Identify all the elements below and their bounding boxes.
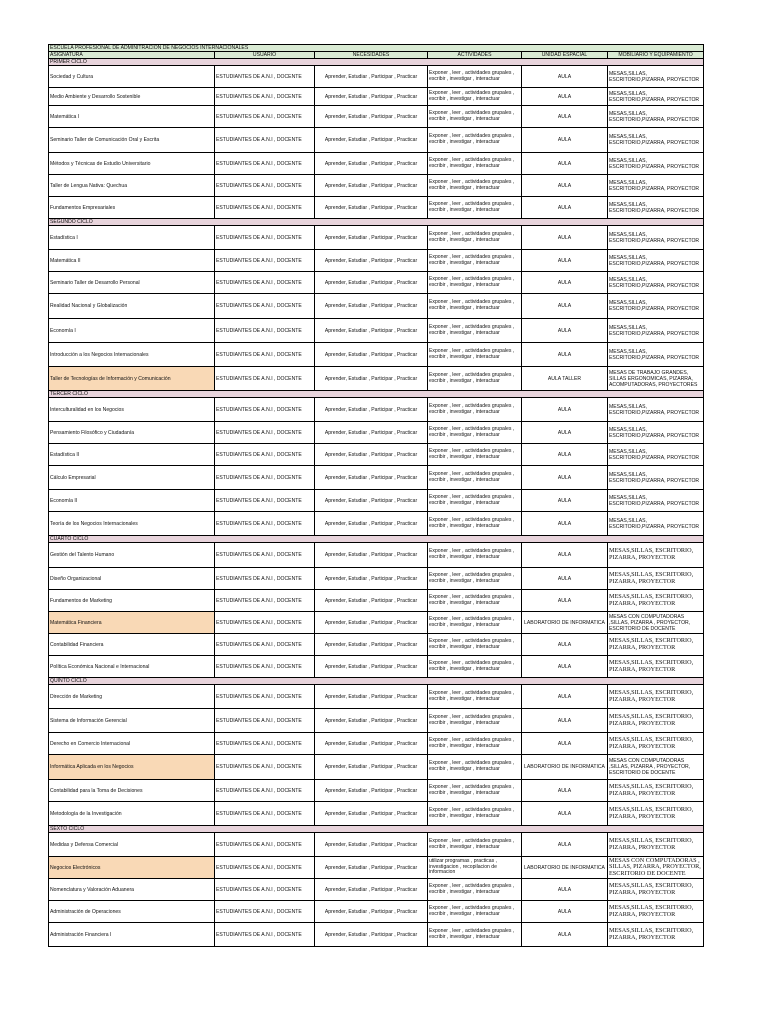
actividades-cell: Exponer , leer , actividades grupales , escribir , investigar , interactuar <box>428 272 522 294</box>
asignatura-cell: Fundamentos de Marketing <box>49 590 215 612</box>
necesidades-cell: Aprender, Estudiar , Participar , Practicar <box>315 422 428 444</box>
asignatura-cell: Dirección de Marketing <box>49 685 215 709</box>
asignatura-cell: Taller de Tecnologías de Información y Comunicación <box>49 367 215 391</box>
necesidades-cell: Aprender, Estudiar , Participar , Practicar <box>315 879 428 901</box>
table-row <box>49 490 704 512</box>
necesidades-cell: Aprender, Estudiar , Participar , Practicar <box>315 685 428 709</box>
unidad-espacial-cell: LABORATORIO DE INFORMATICA <box>522 857 608 879</box>
table-row <box>49 656 704 678</box>
actividades-cell: Exponer , leer , actividades grupales , escribir , investigar , interactuar <box>428 466 522 490</box>
table-row <box>49 755 704 780</box>
mobiliario-cell: MESAS CON COMPUTADORAS ,SILLAS, PIZARRA , PROYECTOR, ESCRITORIO DE DOCENTE <box>608 612 704 634</box>
asignatura-cell: Realidad Nacional y Globalización <box>49 294 215 319</box>
asignatura-cell: Estadística I <box>49 226 215 250</box>
table-row <box>49 833 704 857</box>
asignatura-cell: Teoría de los Negocios Internacionales <box>49 512 215 536</box>
asignatura-cell: Taller de Lengua Nativa: Quechua <box>49 175 215 197</box>
mobiliario-cell: MESAS,SILLAS, ESCRITORIO,PIZARRA, PROYECTOR <box>608 512 704 536</box>
mobiliario-cell: MESAS CON COMPUTADORAS , SILLAS, PIZARRA, PROYECTOR, ESCRITORIO DE DOCENTE <box>608 857 704 879</box>
mobiliario-cell: MESAS,SILLAS, ESCRITORIO,PIZARRA, PROYECTOR <box>608 197 704 219</box>
asignatura-cell: Medidas y Defensa Comercial <box>49 833 215 857</box>
table-row <box>49 128 704 153</box>
table-row <box>49 879 704 901</box>
usuario-cell: ESTUDIANTES DE A.N.I , DOCENTE <box>215 294 315 319</box>
asignatura-cell: Economía I <box>49 319 215 343</box>
necesidades-cell: Aprender, Estudiar , Participar , Practicar <box>315 857 428 879</box>
table-row <box>49 733 704 755</box>
mobiliario-cell: MESAS,SILLAS, ESCRITORIO,PIZARRA, PROYECTOR <box>608 444 704 466</box>
mobiliario-cell: MESAS,SILLAS, ESCRITORIO,PIZARRA, PROYECTOR <box>608 226 704 250</box>
actividades-cell: Exponer , leer , actividades grupales , escribir , investigar , interactuar <box>428 153 522 175</box>
unidad-espacial-cell: AULA <box>522 802 608 826</box>
mobiliario-cell: MESAS,SILLAS, ESCRITORIO, PIZARRA, PROYECTOR <box>608 833 704 857</box>
unidad-espacial-cell: AULA <box>522 833 608 857</box>
mobiliario-cell: MESAS,SILLAS, ESCRITORIO, PIZARRA, PROYECTOR <box>608 901 704 923</box>
necesidades-cell: Aprender, Estudiar , Participar , Practicar <box>315 153 428 175</box>
mobiliario-cell: MESAS,SILLAS, ESCRITORIO,PIZARRA, PROYECTOR <box>608 319 704 343</box>
unidad-espacial-cell: AULA <box>522 343 608 367</box>
actividades-cell: Exponer , leer , actividades grupales , escribir , investigar , interactuar <box>428 422 522 444</box>
necesidades-cell: Aprender, Estudiar , Participar , Practicar <box>315 319 428 343</box>
asignatura-cell: Nomenclatura y Valoración Aduanera <box>49 879 215 901</box>
necesidades-cell: Aprender, Estudiar , Participar , Practicar <box>315 590 428 612</box>
requirements-table <box>48 44 704 947</box>
mobiliario-cell: MESAS,SILLAS, ESCRITORIO,PIZARRA, PROYECTOR <box>608 106 704 128</box>
necesidades-cell: Aprender, Estudiar , Participar , Practicar <box>315 128 428 153</box>
unidad-espacial-cell: AULA <box>522 197 608 219</box>
usuario-cell: ESTUDIANTES DE A.N.I , DOCENTE <box>215 175 315 197</box>
necesidades-cell: Aprender, Estudiar , Participar , Practicar <box>315 88 428 106</box>
table-row <box>49 343 704 367</box>
cycle-row <box>49 59 704 66</box>
mobiliario-cell: MESAS,SILLAS, ESCRITORIO, PIZARRA, PROYECTOR <box>608 568 704 590</box>
necesidades-cell: Aprender, Estudiar , Participar , Practicar <box>315 568 428 590</box>
asignatura-cell: Seminario Taller de Desarrollo Personal <box>49 272 215 294</box>
table-row <box>49 153 704 175</box>
usuario-cell: ESTUDIANTES DE A.N.I , DOCENTE <box>215 590 315 612</box>
asignatura-cell: Derecho en Comercio Internacional <box>49 733 215 755</box>
table-row <box>49 444 704 466</box>
necesidades-cell: Aprender, Estudiar , Participar , Practicar <box>315 250 428 272</box>
cycle-row <box>49 678 704 685</box>
mobiliario-cell: MESAS,SILLAS, ESCRITORIO, PIZARRA, PROYECTOR <box>608 923 704 947</box>
unidad-espacial-cell: AULA <box>522 128 608 153</box>
mobiliario-cell: MESAS,SILLAS, ESCRITORIO, PIZARRA, PROYECTOR <box>608 709 704 733</box>
unidad-espacial-cell: AULA <box>522 398 608 422</box>
unidad-espacial-cell: AULA <box>522 923 608 947</box>
table-row <box>49 175 704 197</box>
actividades-cell: Exponer , leer , actividades grupales , escribir , investigar , interactuar <box>428 901 522 923</box>
mobiliario-cell: MESAS,SILLAS, ESCRITORIO, PIZARRA, PROYECTOR <box>608 733 704 755</box>
table-row <box>49 568 704 590</box>
asignatura-cell: Matemática II <box>49 250 215 272</box>
unidad-espacial-cell: AULA <box>522 634 608 656</box>
table-row <box>49 901 704 923</box>
cycle-title: QUINTO CICLO <box>49 678 704 685</box>
necesidades-cell: Aprender, Estudiar , Participar , Practicar <box>315 733 428 755</box>
actividades-cell: Exponer , leer , actividades grupales , escribir , investigar , interactuar <box>428 634 522 656</box>
usuario-cell: ESTUDIANTES DE A.N.I , DOCENTE <box>215 319 315 343</box>
mobiliario-cell: MESAS,SILLAS, ESCRITORIO,PIZARRA, PROYECTOR <box>608 250 704 272</box>
actividades-cell: Exponer , leer , actividades grupales , escribir , investigar , interactuar <box>428 367 522 391</box>
asignatura-cell: Introducción a los Negocios Internacionales <box>49 343 215 367</box>
asignatura-cell: Administración Financiera I <box>49 923 215 947</box>
actividades-cell: Exponer , leer , actividades grupales , escribir , investigar , interactuar <box>428 833 522 857</box>
table-row <box>49 709 704 733</box>
unidad-espacial-cell: AULA <box>522 490 608 512</box>
actividades-cell: Exponer , leer , actividades grupales , escribir , investigar , interactuar <box>428 802 522 826</box>
unidad-espacial-cell: AULA <box>522 466 608 490</box>
table-row <box>49 780 704 802</box>
usuario-cell: ESTUDIANTES DE A.N.I , DOCENTE <box>215 250 315 272</box>
asignatura-cell: Sistema de Información Gerencial <box>49 709 215 733</box>
mobiliario-cell: MESAS,SILLAS, ESCRITORIO,PIZARRA, PROYECTOR <box>608 272 704 294</box>
actividades-cell: Exponer , leer , actividades grupales , escribir , investigar , interactuar <box>428 294 522 319</box>
necesidades-cell: Aprender, Estudiar , Participar , Practicar <box>315 656 428 678</box>
unidad-espacial-cell: AULA <box>522 272 608 294</box>
necesidades-cell: Aprender, Estudiar , Participar , Practicar <box>315 175 428 197</box>
mobiliario-cell: MESAS,SILLAS, ESCRITORIO, PIZARRA, PROYECTOR <box>608 685 704 709</box>
actividades-cell: Exponer , leer , actividades grupales , escribir , investigar , interactuar <box>428 568 522 590</box>
actividades-cell: Exponer , leer , actividades grupales , escribir , investigar , interactuar <box>428 685 522 709</box>
usuario-cell: ESTUDIANTES DE A.N.I , DOCENTE <box>215 343 315 367</box>
unidad-espacial-cell: AULA <box>522 66 608 88</box>
asignatura-cell: Política Económica Nacional e Internacional <box>49 656 215 678</box>
cycle-row <box>49 391 704 398</box>
usuario-cell: ESTUDIANTES DE A.N.I , DOCENTE <box>215 66 315 88</box>
usuario-cell: ESTUDIANTES DE A.N.I , DOCENTE <box>215 685 315 709</box>
table-row <box>49 923 704 947</box>
unidad-espacial-cell: AULA <box>522 106 608 128</box>
usuario-cell: ESTUDIANTES DE A.N.I , DOCENTE <box>215 802 315 826</box>
mobiliario-cell: MESAS,SILLAS, ESCRITORIO, PIZARRA, PROYECTOR <box>608 656 704 678</box>
necesidades-cell: Aprender, Estudiar , Participar , Practicar <box>315 106 428 128</box>
asignatura-cell: Metodología de la Investigación <box>49 802 215 826</box>
unidad-espacial-cell: AULA <box>522 901 608 923</box>
actividades-cell: Exponer , leer , actividades grupales , escribir , investigar , interactuar <box>428 343 522 367</box>
unidad-espacial-cell: AULA TALLER <box>522 367 608 391</box>
asignatura-cell: Pensamiento Filosófico y Ciudadanía <box>49 422 215 444</box>
unidad-espacial-cell: AULA <box>522 590 608 612</box>
usuario-cell: ESTUDIANTES DE A.N.I , DOCENTE <box>215 444 315 466</box>
unidad-espacial-cell: AULA <box>522 250 608 272</box>
actividades-cell: Exponer , leer , actividades grupales , escribir , investigar , interactuar <box>428 709 522 733</box>
necesidades-cell: Aprender, Estudiar , Participar , Practicar <box>315 343 428 367</box>
cycle-row <box>49 219 704 226</box>
mobiliario-cell: MESAS,SILLAS, ESCRITORIO, PIZARRA, PROYECTOR <box>608 590 704 612</box>
mobiliario-cell: MESAS,SILLAS, ESCRITORIO,PIZARRA, PROYECTOR <box>608 490 704 512</box>
table-row <box>49 512 704 536</box>
header-usuario: USUARIO <box>215 52 315 59</box>
necesidades-cell: Aprender, Estudiar , Participar , Practicar <box>315 901 428 923</box>
mobiliario-cell: MESAS,SILLAS, ESCRITORIO, PIZARRA, PROYECTOR <box>608 543 704 568</box>
necesidades-cell: Aprender, Estudiar , Participar , Practicar <box>315 197 428 219</box>
cycle-row <box>49 536 704 543</box>
necesidades-cell: Aprender, Estudiar , Participar , Practicar <box>315 833 428 857</box>
necesidades-cell: Aprender, Estudiar , Participar , Practicar <box>315 755 428 780</box>
actividades-cell: Exponer , leer , actividades grupales , escribir , investigar , interactuar <box>428 543 522 568</box>
asignatura-cell: Contabilidad para la Toma de Decisiones <box>49 780 215 802</box>
unidad-espacial-cell: AULA <box>522 709 608 733</box>
actividades-cell: Exponer , leer , actividades grupales , escribir , investigar , interactuar <box>428 175 522 197</box>
table-row <box>49 857 704 879</box>
usuario-cell: ESTUDIANTES DE A.N.I , DOCENTE <box>215 106 315 128</box>
necesidades-cell: Aprender, Estudiar , Participar , Practicar <box>315 543 428 568</box>
asignatura-cell: Administración de Operaciones <box>49 901 215 923</box>
asignatura-cell: Estadística II <box>49 444 215 466</box>
asignatura-cell: Gestión del Talento Humano <box>49 543 215 568</box>
actividades-cell: Exponer , leer , actividades grupales , escribir , investigar , interactuar <box>428 319 522 343</box>
usuario-cell: ESTUDIANTES DE A.N.I , DOCENTE <box>215 656 315 678</box>
asignatura-cell: Seminario Taller de Comunicación Oral y Escrita <box>49 128 215 153</box>
usuario-cell: ESTUDIANTES DE A.N.I , DOCENTE <box>215 422 315 444</box>
table-row <box>49 88 704 106</box>
mobiliario-cell: MESAS,SILLAS, ESCRITORIO,PIZARRA, PROYECTOR <box>608 66 704 88</box>
table-row <box>49 66 704 88</box>
actividades-cell: Exponer , leer , actividades grupales , escribir , investigar , interactuar <box>428 879 522 901</box>
usuario-cell: ESTUDIANTES DE A.N.I , DOCENTE <box>215 153 315 175</box>
asignatura-cell: Economía II <box>49 490 215 512</box>
usuario-cell: ESTUDIANTES DE A.N.I , DOCENTE <box>215 901 315 923</box>
actividades-cell: Exponer , leer , actividades grupales , escribir , investigar , interactuar <box>428 106 522 128</box>
title-row <box>49 45 704 52</box>
unidad-espacial-cell: AULA <box>522 294 608 319</box>
asignatura-cell: Matemática Financiera <box>49 612 215 634</box>
actividades-cell: Exponer , leer , actividades grupales , escribir , investigar , interactuar <box>428 88 522 106</box>
cycle-row <box>49 826 704 833</box>
usuario-cell: ESTUDIANTES DE A.N.I , DOCENTE <box>215 833 315 857</box>
actividades-cell: Exponer , leer , actividades grupales , escribir , investigar , interactuar <box>428 128 522 153</box>
header-necesidades: NECESIDADES <box>315 52 428 59</box>
unidad-espacial-cell: AULA <box>522 444 608 466</box>
table-row <box>49 590 704 612</box>
usuario-cell: ESTUDIANTES DE A.N.I , DOCENTE <box>215 512 315 536</box>
mobiliario-cell: MESAS,SILLAS, ESCRITORIO,PIZARRA, PROYECTOR <box>608 175 704 197</box>
actividades-cell: Exponer , leer , actividades grupales , escribir , investigar , interactuar <box>428 755 522 780</box>
unidad-espacial-cell: AULA <box>522 685 608 709</box>
mobiliario-cell: MESAS DE TRABAJO GRANDES, SILLAS ERGONOMICAS, PIZARRA, ACOMPUTADORAS, PROYECTORES <box>608 367 704 391</box>
table-row <box>49 398 704 422</box>
necesidades-cell: Aprender, Estudiar , Participar , Practicar <box>315 272 428 294</box>
table-row <box>49 294 704 319</box>
actividades-cell: Exponer , leer , actividades grupales , escribir , investigar , interactuar <box>428 226 522 250</box>
usuario-cell: ESTUDIANTES DE A.N.I , DOCENTE <box>215 923 315 947</box>
mobiliario-cell: MESAS,SILLAS, ESCRITORIO,PIZARRA, PROYECTOR <box>608 343 704 367</box>
actividades-cell: Exponer , leer , actividades grupales , escribir , investigar , interactuar <box>428 733 522 755</box>
necesidades-cell: Aprender, Estudiar , Participar , Practicar <box>315 923 428 947</box>
table-row <box>49 106 704 128</box>
usuario-cell: ESTUDIANTES DE A.N.I , DOCENTE <box>215 88 315 106</box>
unidad-espacial-cell: AULA <box>522 656 608 678</box>
usuario-cell: ESTUDIANTES DE A.N.I , DOCENTE <box>215 733 315 755</box>
necesidades-cell: Aprender, Estudiar , Participar , Practicar <box>315 490 428 512</box>
usuario-cell: ESTUDIANTES DE A.N.I , DOCENTE <box>215 490 315 512</box>
unidad-espacial-cell: AULA <box>522 88 608 106</box>
unidad-espacial-cell: AULA <box>522 226 608 250</box>
necesidades-cell: Aprender, Estudiar , Participar , Practicar <box>315 512 428 536</box>
cycle-title: SEGUNDO CICLO <box>49 219 704 226</box>
necesidades-cell: Aprender, Estudiar , Participar , Practicar <box>315 66 428 88</box>
necesidades-cell: Aprender, Estudiar , Participar , Practicar <box>315 367 428 391</box>
necesidades-cell: Aprender, Estudiar , Participar , Practicar <box>315 634 428 656</box>
spreadsheet <box>48 44 703 947</box>
mobiliario-cell: MESAS,SILLAS, ESCRITORIO,PIZARRA, PROYECTOR <box>608 422 704 444</box>
asignatura-cell: Interculturalidad en los Negocios <box>49 398 215 422</box>
actividades-cell: Exponer , leer , actividades grupales , escribir , investigar , interactuar <box>428 490 522 512</box>
header-actividades: ACTIVIDADES <box>428 52 522 59</box>
cycle-title: SEXTO CICLO <box>49 826 704 833</box>
table-row <box>49 319 704 343</box>
usuario-cell: ESTUDIANTES DE A.N.I , DOCENTE <box>215 612 315 634</box>
unidad-espacial-cell: AULA <box>522 175 608 197</box>
usuario-cell: ESTUDIANTES DE A.N.I , DOCENTE <box>215 857 315 879</box>
usuario-cell: ESTUDIANTES DE A.N.I , DOCENTE <box>215 543 315 568</box>
mobiliario-cell: MESAS,SILLAS, ESCRITORIO, PIZARRA, PROYECTOR <box>608 802 704 826</box>
table-row <box>49 422 704 444</box>
asignatura-cell: Sociedad y Cultura <box>49 66 215 88</box>
table-row <box>49 466 704 490</box>
table-row <box>49 197 704 219</box>
necesidades-cell: Aprender, Estudiar , Participar , Practicar <box>315 802 428 826</box>
unidad-espacial-cell: AULA <box>522 319 608 343</box>
unidad-espacial-cell: AULA <box>522 543 608 568</box>
table-row <box>49 250 704 272</box>
unidad-espacial-cell: LABORATORIO DE INFORMATICA <box>522 612 608 634</box>
asignatura-cell: Informática Aplicada en los Negocios <box>49 755 215 780</box>
usuario-cell: ESTUDIANTES DE A.N.I , DOCENTE <box>215 128 315 153</box>
asignatura-cell: Matemática I <box>49 106 215 128</box>
asignatura-cell: Medio Ambiente y Desarrollo Sostenible <box>49 88 215 106</box>
table-row <box>49 272 704 294</box>
actividades-cell: Exponer , leer , actividades grupales , escribir , investigar , interactuar <box>428 923 522 947</box>
necesidades-cell: Aprender, Estudiar , Participar , Practicar <box>315 612 428 634</box>
actividades-cell: Exponer , leer , actividades grupales , escribir , investigar , interactuar <box>428 398 522 422</box>
necesidades-cell: Aprender, Estudiar , Participar , Practicar <box>315 709 428 733</box>
necesidades-cell: Aprender, Estudiar , Participar , Practicar <box>315 444 428 466</box>
unidad-espacial-cell: AULA <box>522 568 608 590</box>
table-row <box>49 226 704 250</box>
necesidades-cell: Aprender, Estudiar , Participar , Practicar <box>315 780 428 802</box>
mobiliario-cell: MESAS,SILLAS, ESCRITORIO,PIZARRA, PROYECTOR <box>608 153 704 175</box>
usuario-cell: ESTUDIANTES DE A.N.I , DOCENTE <box>215 755 315 780</box>
header-unidad-espacial: UNIDAD ESPACIAL <box>522 52 608 59</box>
asignatura-cell: Negocios Electrónicos <box>49 857 215 879</box>
unidad-espacial-cell: AULA <box>522 153 608 175</box>
mobiliario-cell: MESAS,SILLAS, ESCRITORIO,PIZARRA, PROYECTOR <box>608 466 704 490</box>
header-asignatura: ASIGNATURA <box>49 52 215 59</box>
cycle-title: CUARTO CICLO <box>49 536 704 543</box>
header-row <box>49 52 704 59</box>
table-row <box>49 634 704 656</box>
usuario-cell: ESTUDIANTES DE A.N.I , DOCENTE <box>215 226 315 250</box>
usuario-cell: ESTUDIANTES DE A.N.I , DOCENTE <box>215 568 315 590</box>
actividades-cell: Exponer , leer , actividades grupales , escribir , investigar , interactuar <box>428 512 522 536</box>
actividades-cell: utilizar programas , practicas , investigacion , recopilacion de informacion <box>428 857 522 879</box>
actividades-cell: Exponer , leer , actividades grupales , escribir , investigar , interactuar <box>428 780 522 802</box>
mobiliario-cell: MESAS CON COMPUTADORAS ,SILLAS, PIZARRA , PROYECTOR, ESCRITORIO DE DOCENTE <box>608 755 704 780</box>
actividades-cell: Exponer , leer , actividades grupales , escribir , investigar , interactuar <box>428 612 522 634</box>
table-row <box>49 685 704 709</box>
actividades-cell: Exponer , leer , actividades grupales , escribir , investigar , interactuar <box>428 250 522 272</box>
actividades-cell: Exponer , leer , actividades grupales , escribir , investigar , interactuar <box>428 656 522 678</box>
actividades-cell: Exponer , leer , actividades grupales , escribir , investigar , interactuar <box>428 444 522 466</box>
mobiliario-cell: MESAS,SILLAS, ESCRITORIO,PIZARRA, PROYECTOR <box>608 128 704 153</box>
unidad-espacial-cell: AULA <box>522 879 608 901</box>
necesidades-cell: Aprender, Estudiar , Participar , Practicar <box>315 466 428 490</box>
table-row <box>49 543 704 568</box>
unidad-espacial-cell: AULA <box>522 780 608 802</box>
mobiliario-cell: MESAS,SILLAS, ESCRITORIO,PIZARRA, PROYECTOR <box>608 294 704 319</box>
table-row <box>49 802 704 826</box>
usuario-cell: ESTUDIANTES DE A.N.I , DOCENTE <box>215 634 315 656</box>
asignatura-cell: Contabilidad Financiera <box>49 634 215 656</box>
necesidades-cell: Aprender, Estudiar , Participar , Practicar <box>315 226 428 250</box>
mobiliario-cell: MESAS,SILLAS, ESCRITORIO,PIZARRA, PROYECTOR <box>608 88 704 106</box>
mobiliario-cell: MESAS,SILLAS, ESCRITORIO, PIZARRA, PROYECTOR <box>608 780 704 802</box>
cycle-title: PRIMER CICLO <box>49 59 704 66</box>
usuario-cell: ESTUDIANTES DE A.N.I , DOCENTE <box>215 466 315 490</box>
asignatura-cell: Métodos y Técnicas de Estudio Universitario <box>49 153 215 175</box>
usuario-cell: ESTUDIANTES DE A.N.I , DOCENTE <box>215 272 315 294</box>
document-title: ESCUELA PROFESIONAL DE ADMINITRACION DE NEGOCIOS INTERNACIONALES <box>49 45 704 52</box>
mobiliario-cell: MESAS,SILLAS, ESCRITORIO, PIZARRA, PROYECTOR <box>608 879 704 901</box>
usuario-cell: ESTUDIANTES DE A.N.I , DOCENTE <box>215 197 315 219</box>
usuario-cell: ESTUDIANTES DE A.N.I , DOCENTE <box>215 879 315 901</box>
asignatura-cell: Fundamentos Empresariales <box>49 197 215 219</box>
unidad-espacial-cell: LABORATORIO DE INFORMATICA <box>522 755 608 780</box>
usuario-cell: ESTUDIANTES DE A.N.I , DOCENTE <box>215 398 315 422</box>
actividades-cell: Exponer , leer , actividades grupales , escribir , investigar , interactuar <box>428 66 522 88</box>
asignatura-cell: Diseño Organizacional <box>49 568 215 590</box>
necesidades-cell: Aprender, Estudiar , Participar , Practicar <box>315 398 428 422</box>
cycle-title: TERCER CICLO <box>49 391 704 398</box>
usuario-cell: ESTUDIANTES DE A.N.I , DOCENTE <box>215 367 315 391</box>
unidad-espacial-cell: AULA <box>522 512 608 536</box>
usuario-cell: ESTUDIANTES DE A.N.I , DOCENTE <box>215 709 315 733</box>
unidad-espacial-cell: AULA <box>522 422 608 444</box>
header-mobiliario: MOBILIARIO Y EQUIPAMIENTO <box>608 52 704 59</box>
actividades-cell: Exponer , leer , actividades grupales , escribir , investigar , interactuar <box>428 197 522 219</box>
table-row <box>49 612 704 634</box>
unidad-espacial-cell: AULA <box>522 733 608 755</box>
usuario-cell: ESTUDIANTES DE A.N.I , DOCENTE <box>215 780 315 802</box>
mobiliario-cell: MESAS,SILLAS, ESCRITORIO,PIZARRA, PROYECTOR <box>608 398 704 422</box>
table-row <box>49 367 704 391</box>
asignatura-cell: Cálculo Empresarial <box>49 466 215 490</box>
mobiliario-cell: MESAS,SILLAS, ESCRITORIO, PIZARRA, PROYECTOR <box>608 634 704 656</box>
actividades-cell: Exponer , leer , actividades grupales , escribir , investigar , interactuar <box>428 590 522 612</box>
necesidades-cell: Aprender, Estudiar , Participar , Practicar <box>315 294 428 319</box>
